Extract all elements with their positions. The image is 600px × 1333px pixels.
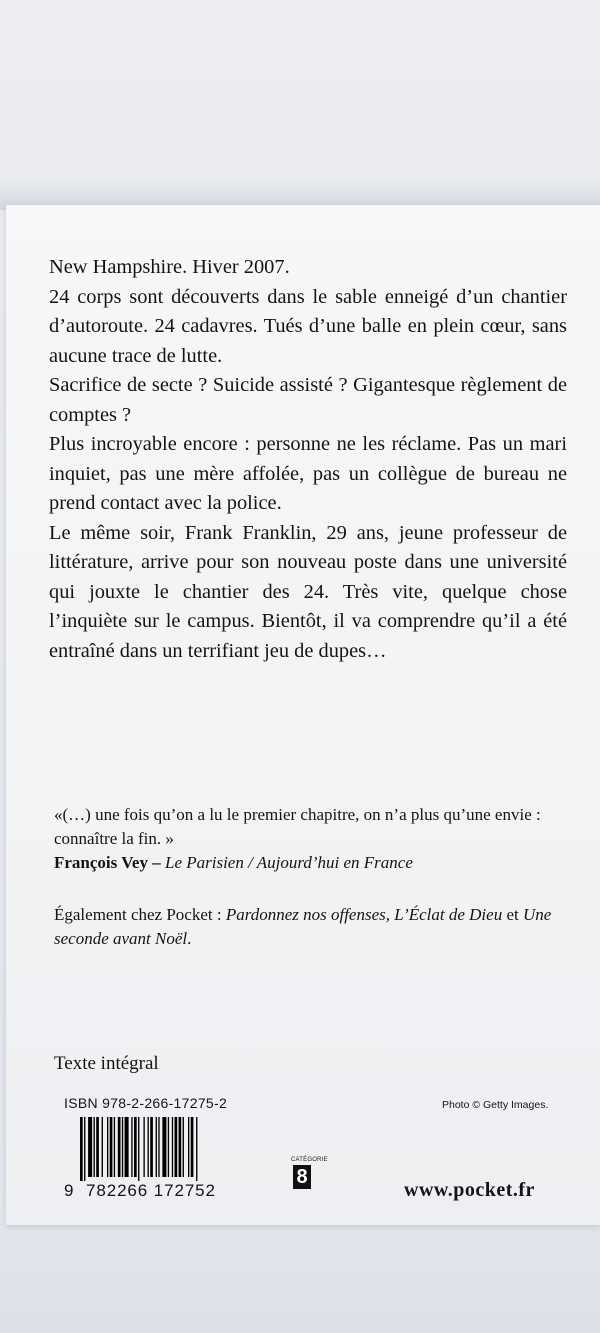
also-by-author [54,903,564,951]
synopsis-paragraph-frank: Le même soir, Frank Franklin, 29 ans, jeune professeur de littérature, arrive pour son nouveau poste dans une université qui jouxte le chantier des 24. Très vite, quelque chose l’inquiète sur le campus. Bientôt, il va comprendre qu’il a été entraîné dans un terrifiant jeu de dupes… [49,521,567,662]
also-connector: et [502,905,523,924]
review-quote: «(…) une fois qu’on a lu le premier chapitre, on n’a plus qu’une envie : connaître la fin. » [54,805,541,848]
isbn-number: ISBN 978-2-266-17275-2 [64,1095,228,1111]
synopsis [49,253,567,666]
also-suffix: . [187,929,192,948]
synopsis-line-location: New Hampshire. Hiver 2007. [49,256,290,278]
barcode-digit-groups: 782266 172752 [86,1181,216,1200]
synopsis-paragraph-unclaimed: Plus incroyable encore : personne ne les réclame. Pas un mari inquiet, pas une mère affolée, pas un collègue de bureau ne prend contact avec la police. [49,433,567,514]
category-badge: 8 [293,1165,311,1189]
photo-credit: Photo © Getty Images. [442,1099,549,1111]
also-prefix: Également chez Pocket : [54,905,226,924]
category-label: CATÉGORIE [291,1157,328,1163]
review-publication: Le Parisien / Aujourd’hui en France [164,853,413,872]
book-back-cover [6,205,600,1225]
synopsis-paragraph-questions: Sacrifice de secte ? Suicide assisté ? Gigantesque règlement de comptes ? [49,374,567,426]
publisher-website: www.pocket.fr [404,1179,535,1201]
review-author: François Vey [54,853,148,872]
review-dash: – [147,853,165,872]
barcode-bars [78,1117,252,1181]
barcode-first-digit: 9 [64,1181,75,1200]
also-title-1: Pardonnez nos offenses, L’Éclat de Dieu [225,905,503,924]
texte-integral-label: Texte intégral [54,1053,159,1074]
synopsis-paragraph-bodies: 24 corps sont découverts dans le sable enneigé d’un chantier d’autoroute. 24 cadavres. Tués d’une balle en plein cœur, sans aucune trace de lutte. [49,285,567,367]
review-attribution [54,851,564,875]
also-title-2: Une seconde avant Noël [54,905,552,948]
press-review [54,803,564,875]
